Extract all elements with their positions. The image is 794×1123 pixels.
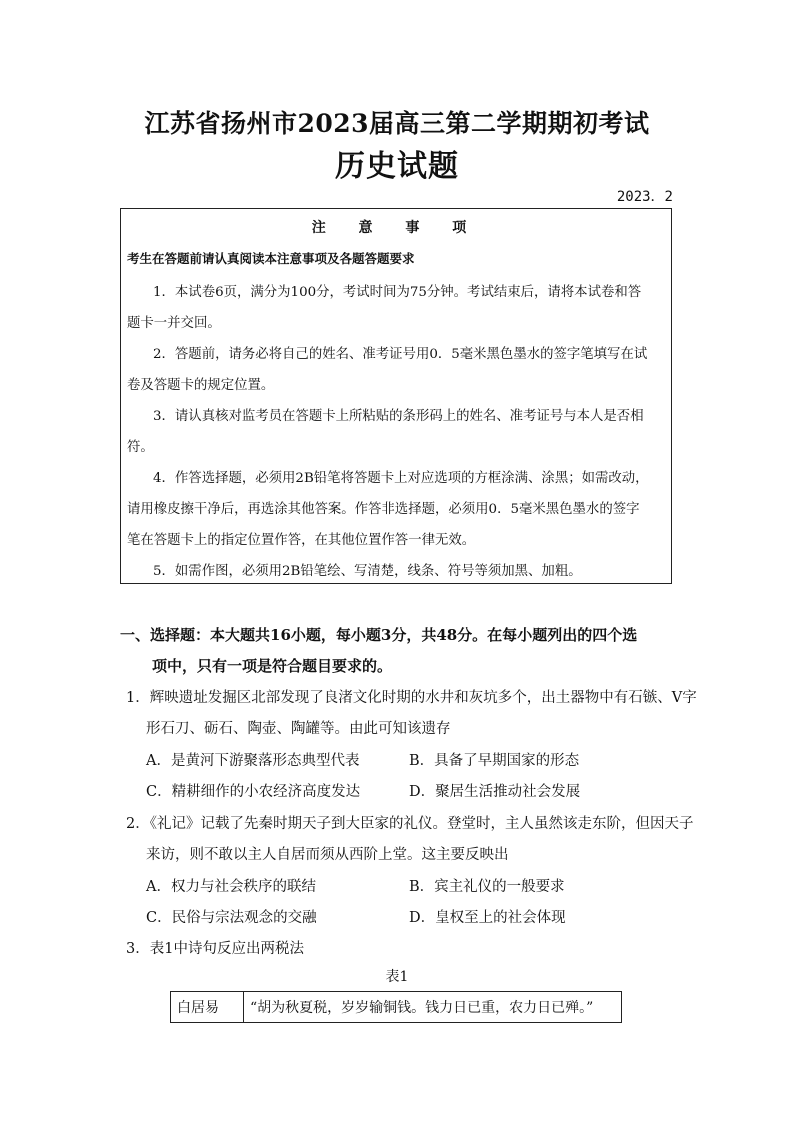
table-caption: 表1 [385, 969, 409, 985]
notice-line: 笔在答题卡上的指定位置作答，在其他位置作答一律无效。 [127, 533, 476, 548]
section-heading: 一、选择题：本大题共16小题，每小题3分，共48分。在每小题列出的四个选 [120, 626, 638, 644]
question-3-stem: 3．表1中诗句反应出两税法 [126, 941, 304, 957]
notice-box [120, 208, 672, 584]
notice-line: 5．如需作图，必须用2B铅笔绘、写清楚，线条、符号等须加黑、加粗。 [153, 564, 582, 579]
table-row [171, 992, 622, 1023]
question-2-option-c: C．民俗与宗法观念的交融 [146, 910, 317, 926]
question-1-option-a: A．是黄河下游聚落形态典型代表 [146, 753, 360, 769]
question-1-option-c: C．精耕细作的小农经济高度发达 [146, 784, 361, 800]
question-2-option-b: B．宾主礼仪的一般要求 [409, 879, 565, 895]
notice-line: 题卡一并交回。 [127, 316, 221, 331]
question-2-option-d: D．皇权至上的社会体现 [409, 910, 566, 926]
table-quote-cell: “胡为秋夏税，岁岁输铜钱。钱力日已重，农力日已殚。” [244, 992, 622, 1023]
notice-line: 请用橡皮擦干净后，再选涂其他答案。作答非选择题，必须用0．5毫米黑色墨水的签字 [127, 502, 640, 517]
question-1-stem-cont: 形石刀、砺石、陶壶、陶罐等。由此可知该遗存 [146, 721, 451, 737]
question-1-stem: 1．辉映遗址发掘区北部发现了良渚文化时期的水井和灰坑多个，出土器物中有石镞、V字 [126, 690, 697, 706]
exam-title: 江苏省扬州市2023届高三第二学期期初考试 [144, 109, 650, 138]
question-1-option-d: D．聚居生活推动社会发展 [409, 784, 581, 800]
notice-line: 3．请认真核对监考员在答题卡上所粘贴的条形码上的姓名、准考证号与本人是否相 [153, 409, 644, 424]
subject-title: 历史试题 [335, 149, 459, 184]
question-2-stem: 2．《礼记》记载了先秦时期天子到大臣家的礼仪。登堂时，主人虽然该走东阶，但因天子 [126, 816, 694, 832]
question-2-stem-cont: 来访，则不敢以主人自居而须从西阶上堂。这主要反映出 [146, 847, 509, 863]
poem-table [170, 991, 622, 1023]
notice-title: 注 意 事 项 [311, 220, 481, 236]
notice-line: 卷及答题卡的规定位置。 [127, 378, 275, 393]
notice-requirement: 考生在答题前请认真阅读本注意事项及各题答题要求 [127, 251, 415, 266]
notice-line: 1．本试卷6页，满分为100分，考试时间为75分钟。考试结束后，请将本试卷和答 [153, 285, 642, 300]
section-heading-cont: 项中，只有一项是符合题目要求的。 [152, 657, 393, 675]
exam-date: 2023．2 [616, 189, 673, 205]
notice-line: 4．作答选择题，必须用2B铅笔将答题卡上对应选项的方框涂满、涂黑；如需改动， [153, 471, 649, 486]
notice-line: 2．答题前，请务必将自己的姓名、准考证号用0．5毫米黑色墨水的签字笔填写在试 [153, 347, 648, 362]
question-2-option-a: A．权力与社会秩序的联结 [146, 879, 316, 895]
table-author-cell: 白居易 [171, 992, 244, 1023]
question-1-option-b: B．具备了早期国家的形态 [409, 753, 580, 769]
notice-line: 符。 [127, 440, 154, 455]
